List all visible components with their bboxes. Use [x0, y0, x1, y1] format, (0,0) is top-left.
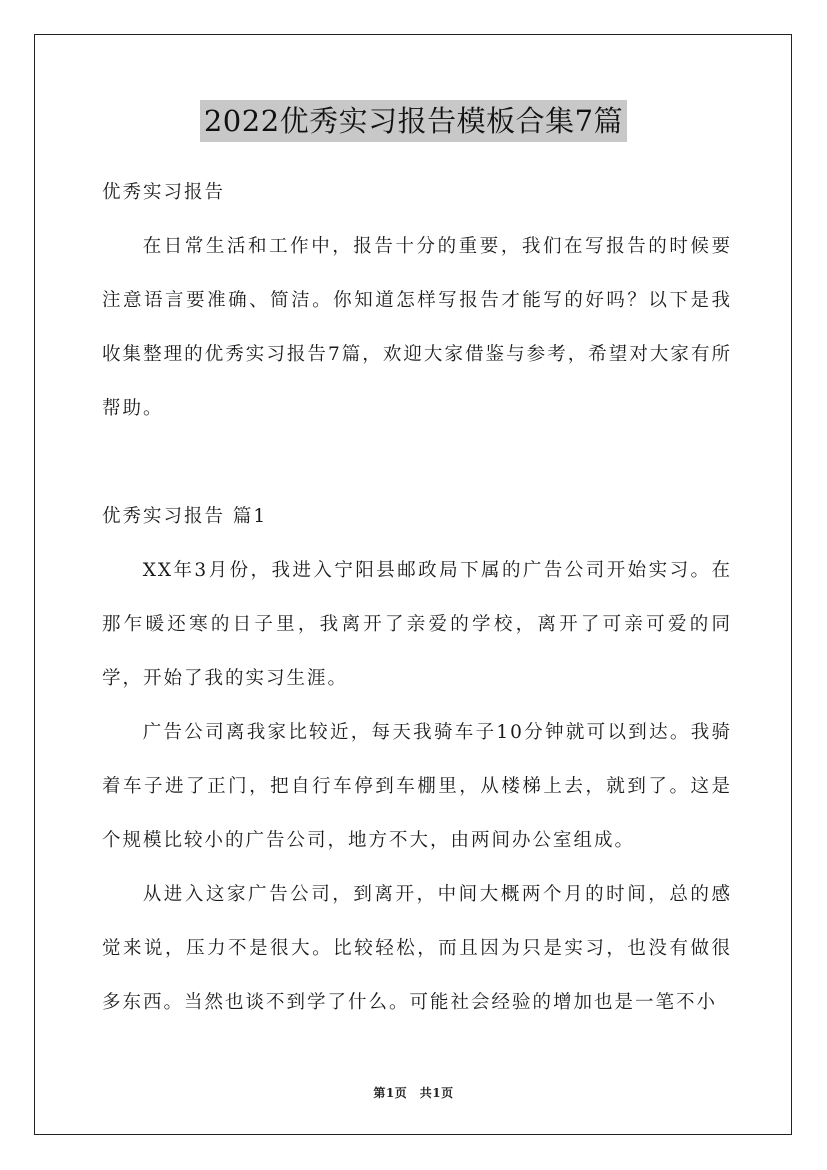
body-paragraph: 广告公司离我家比较近，每天我骑车子10分钟就可以到达。我骑着车子进了正门，把自行车停到车棚里，从楼梯上去，就到了。这是个规模比较小的广告公司，地方不大，由两间办公室组成。: [102, 722, 732, 851]
body-paragraph: 从进入这家广告公司，到离开，中间大概两个月的时间，总的感觉来说，压力不是很大。比较轻松，而且因为只是实习，也没有做很多东西。当然也谈不到学了什么。可能社会经验的增加也是一笔不小: [102, 884, 732, 1013]
intro-heading: 优秀实习报告: [102, 182, 226, 203]
intro-paragraph: 在日常生活和工作中，报告十分的重要，我们在写报告的时候要注意语言要准确、简洁。你知道怎样写报告才能写的好吗？以下是我收集整理的优秀实习报告7篇，欢迎大家借鉴与参考，希望对大家有所帮助。: [102, 236, 732, 419]
document-body: [102, 166, 732, 1030]
document-title: 2022优秀实习报告模板合集7篇: [200, 100, 627, 142]
title-container: [0, 100, 827, 142]
page-number: 第1页 共1页: [373, 1086, 454, 1100]
section-spacer: [102, 436, 732, 490]
body-paragraph: XX年3月份，我进入宁阳县邮政局下属的广告公司开始实习。在那乍暖还寒的日子里，我离开了亲爱的学校，离开了可亲可爱的同学，开始了我的实习生涯。: [102, 560, 732, 689]
section-heading: 优秀实习报告 篇1: [102, 506, 268, 527]
page-footer: [0, 1084, 827, 1101]
